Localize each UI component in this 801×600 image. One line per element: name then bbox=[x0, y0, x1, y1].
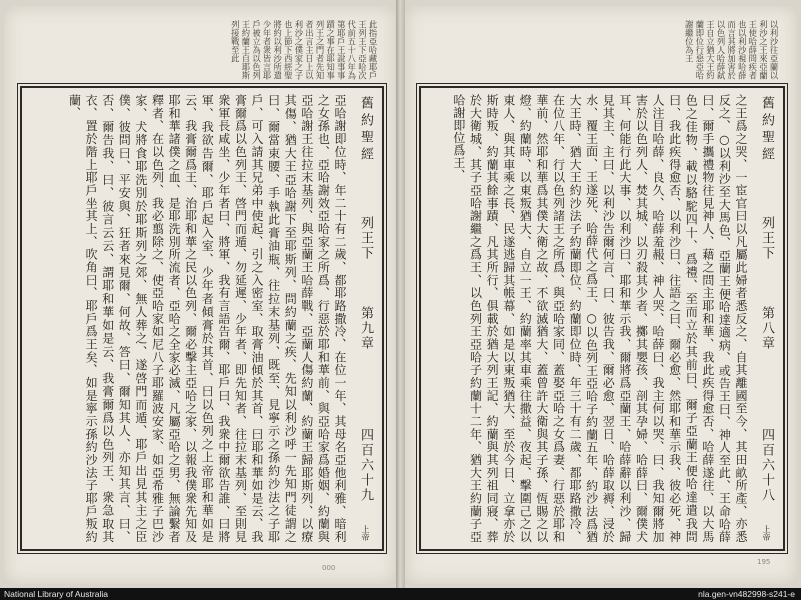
pencil-mark: 195 bbox=[757, 558, 771, 566]
left-page-header bbox=[354, 96, 378, 543]
page-title: 舊約聖經 bbox=[759, 96, 774, 164]
right-page bbox=[405, 6, 797, 584]
page-number: 四百六十八 bbox=[759, 428, 774, 503]
right-page-body: 之王爲之哭、一宦官曰以凡屬此婦者悉反之、自其離國至今、其田畝所產、亦悉反之、○以利沙至大馬色、亞蘭王便哈達適病、或告王曰、神人至此、王命哈薛曰、爾手攜禮物往見神人、藉之問主耶和華、我此疾得愈否、哈薛遂往、以大馬色之佳物、載以駱駝四十、爲禮、至而立於其前曰、爾子亞蘭王便哈達遣我問曰、我此疾得愈否、以利沙曰、往語之曰、爾必愈、然耶和華示我、彼必死、神人注目哈薛、良久、哈薛羞赧、神人哭、哈薛曰、我主何以哭、曰、我知爾將加害於以色列人、焚其城、以刃殺其少者、擲其嬰孩、剖其孕婦、哈薛曰、爾僕犬耳、何能行此大事、以利沙曰、耶和華示我、爾將爲亞蘭王、哈薛辭以利沙、歸見其主、主曰、以利沙告爾何言、曰、彼告我、爾必愈、翌日、哈薛取褥、浸於水、覆王面、王遂死、哈薛代之爲王、○以色列王亞哈子約蘭五年、約沙法爲猶大王時、猶大王約沙法子約蘭即位、約蘭即位時、年三十有二歲、都耶路撒冷、在位八年、行以色列諸王之所爲、與亞哈家同、蓋娶亞哈之女爲妻、行惡於耶和華前、然耶和華爲其僕大衛之故、不欲滅猶大、蓋曾許大衛與其子孫、恆賜之以燈、約蘭時、以東叛猶大、自立一王、約蘭率其車乘往撒益、夜起、擊圍己之以東人、與其車乘之長、民遂逃歸其帳幕、如是以東叛猶大、至於今日、立拿亦於斯時叛、約蘭其餘事蹟、凡其所行、俱載於猶大列王記、約蘭與其列祖同寢、葬於大衛城、其子亞哈謝繼之爲王、以色列王亞哈子約蘭十二年、猶大王約蘭子亞哈謝即位爲王、 bbox=[451, 94, 748, 543]
page-number: 四百六十九 bbox=[358, 428, 373, 503]
image-identifier: nla.gen-vn482998-s241-e bbox=[698, 589, 795, 599]
pencil-mark: 000 bbox=[322, 564, 336, 572]
book-name: 列王下 bbox=[759, 216, 774, 261]
right-page-notes: 以利沙往亞蘭以利沙之王來亞蘭王使哈薛問疾者也以利沙視哈薛而言其將加害於以色列人哈薛弑王自立猶大王約蘭即位行惡亞哈謝繼位為王 bbox=[684, 20, 779, 80]
right-page-header bbox=[755, 96, 779, 543]
right-page-text-frame bbox=[419, 86, 785, 551]
page-title: 舊約聖經 bbox=[358, 96, 373, 164]
left-page bbox=[4, 6, 396, 584]
book-name: 列王下 bbox=[358, 216, 373, 261]
left-page-body: 亞哈謝即位時、年二十有二歲、都耶路撒冷、在位一年、其母名亞他利雅、暗利之女孫也、亞哈謝效亞哈家之所爲、行惡於耶和華前、與亞哈家爲婚姻、約蘭與亞哈謝王往拉末基列、與亞蘭王哈薛戰、亞蘭人傷約蘭、約蘭王歸耶斯列、以療其傷、猶大王亞哈謝下至耶斯列、問約蘭之疾、先知以利沙呼一先知門徒謂之曰、爾當束腰、手執此膏油瓶、往拉末基列、既至、見寧示之孫約沙法之子耶戶、可入請其兄弟中使起、引之入密室、取膏油傾於其首、曰耶和華如是云、我膏爾爲以色列王、啓門而遁、勿延遲、少年者、即先知者、往拉末基列、至則見衆軍長咸坐、少年者曰、將軍、我有言語告爾、耶戶曰、我衆中爾欲告誰、曰將軍、我欲告爾、耶戶起入室、少年者傾膏於其首、曰以色列之上帝耶和華如是云、我膏爾爲王、治耶和華之民以色列、爾必擊主亞哈之家、以報我僕衆先知及耶和華諸僕之血、是耶洗別所流者、亞哈之全家必滅、凡屬亞哈之男、無論繫者釋者、在以色列、我必翦除之、使亞哈家如尼八子耶羅波安家、如亞希雅子巴沙家、犬將食耶洗別於耶斯列之郊、無人葬之、遂啓門而遁、耶戶出見其主之臣僕、彼問曰、平安與、狂者來見爾、何故、答曰、爾知其人、亦知其言、曰、否、爾告我、曰、彼言云云、謂耶和華如是云、我膏爾爲以色列王、衆急取其衣、置於階上耶戶坐其上、吹角曰、耶戶爲王矣、如是寧示孫約沙法子耶戶叛約蘭、 bbox=[67, 94, 347, 543]
volume-mark: 上帝 bbox=[361, 525, 370, 541]
book-gutter bbox=[396, 0, 405, 588]
chapter-label: 第八章 bbox=[759, 306, 774, 351]
left-page-text-frame bbox=[20, 86, 384, 551]
chapter-label: 第九章 bbox=[358, 306, 373, 351]
library-credit: National Library of Australia bbox=[4, 589, 108, 599]
footer-bar bbox=[0, 588, 801, 600]
left-page-notes: 此指亞哈藏耶戶王列王下亞哈次代前五十八年為第耶戶王說事事蹟之事在耶知事列王之門者先知者出言主日上以利沙之僕家之子也上節下西經聖將約以利沙所遣少年者衆皆言耶戶被立為以色列王約蘭王自耶斯列接戰至此 bbox=[230, 20, 378, 80]
volume-mark: 上帝 bbox=[762, 525, 771, 541]
